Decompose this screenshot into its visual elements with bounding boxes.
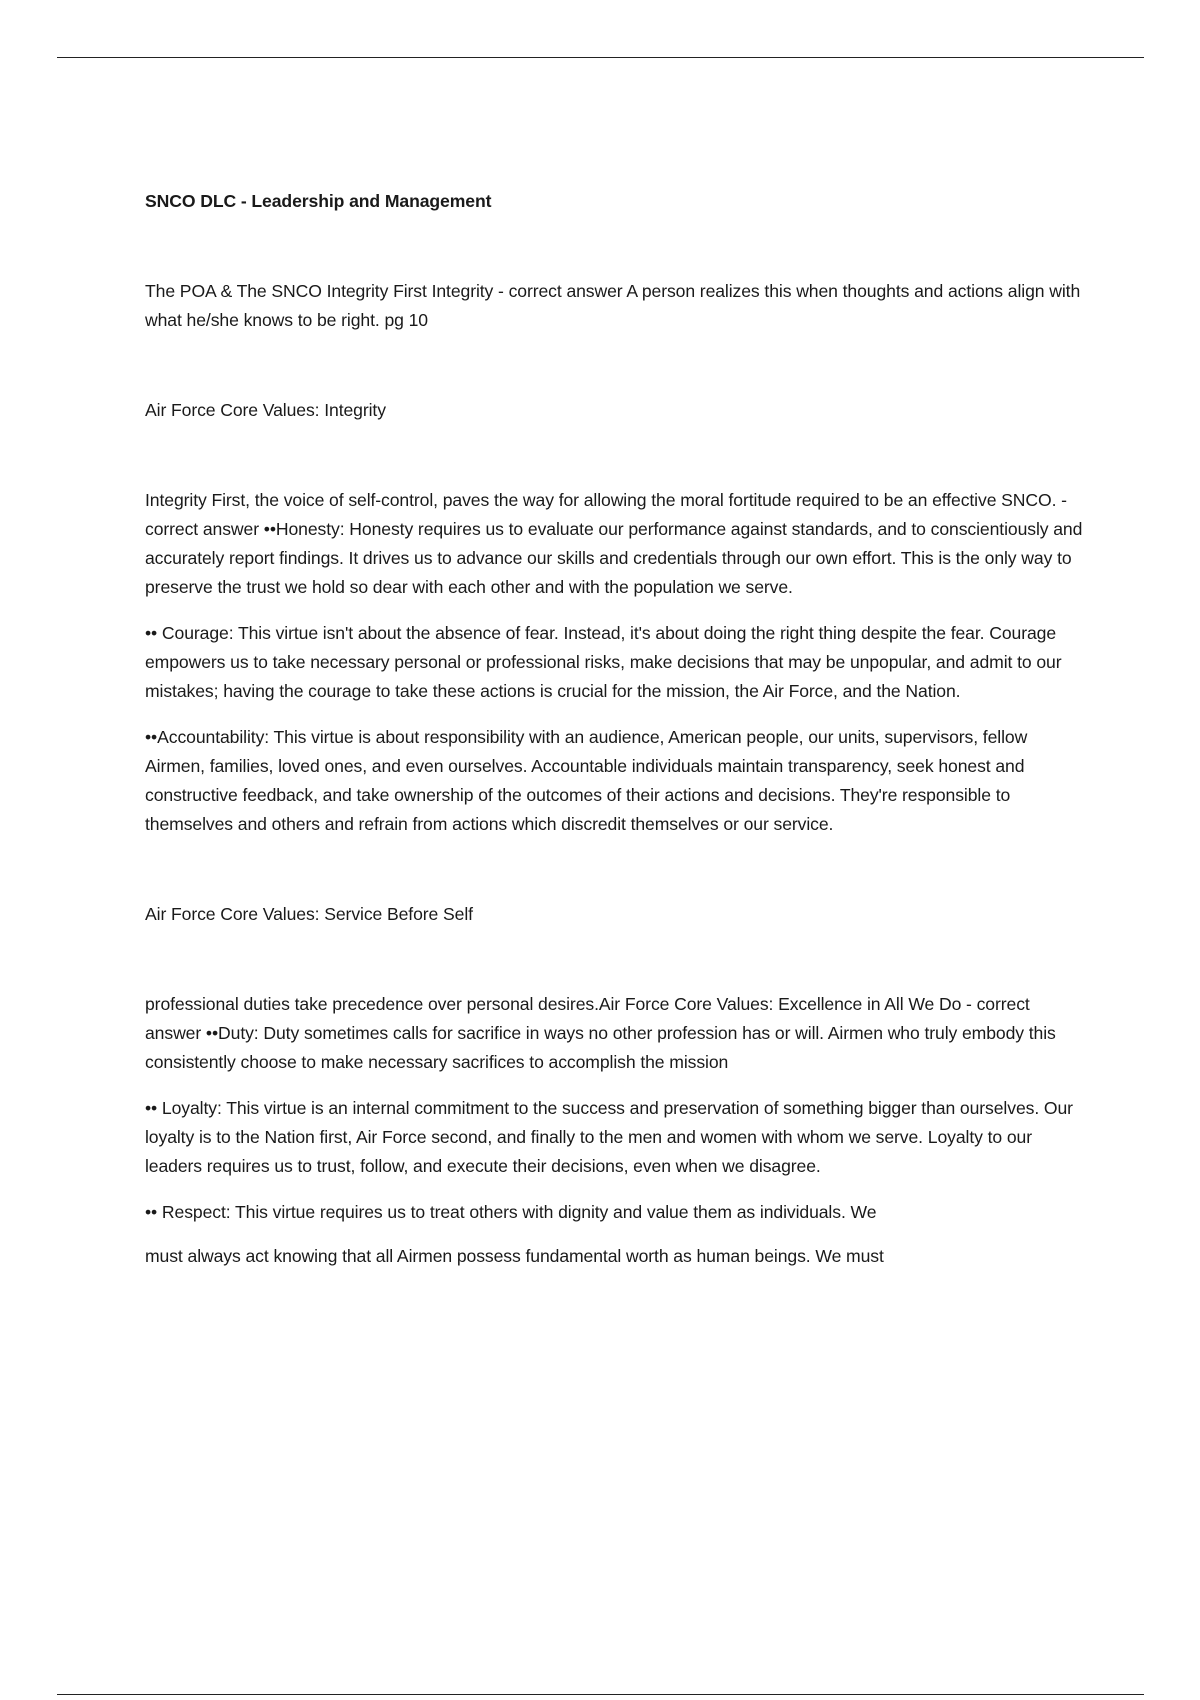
paragraph-poa-integrity: The POA & The SNCO Integrity First Integrity - correct answer A person realizes this when thoughts and actions align with what he/she knows to be right. pg 10 (145, 281, 1081, 330)
paragraph-honesty: Integrity First, the voice of self-control, paves the way for allowing the moral fortitude required to be an effective SNCO. - correct answer ••Honesty: Honesty requires us to evaluate our performance against standards, and to conscientiously and accurately report findings. It drives us to advance our skills and credentials through our own effort. This is the only way to preserve the trust we hold so dear with each other and with the population we serve. (145, 490, 1083, 597)
heading-core-values-integrity: Air Force Core Values: Integrity (145, 400, 386, 420)
document-title: SNCO DLC - Leadership and Management (145, 191, 492, 211)
paragraph-accountability: ••Accountability: This virtue is about responsibility with an audience, American people, our units, supervisors, fellow Airmen, families, loved ones, and even ourselves. Accountable individuals maintain transparency, seek honest and constructive feedback, and take ownership of the outcomes of their actions and decisions. They're responsible to themselves and others and refrain from actions which discredit themselves or our service. (145, 727, 1028, 834)
paragraph-duty: professional duties take precedence over personal desires.Air Force Core Values: Excellence in All We Do - correct answer ••Duty: Duty sometimes calls for sacrifice in ways no other profession has or will. Airmen who truly embody this consistently choose to make necessary sacrifices to accomplish the mission (145, 994, 1056, 1072)
paragraph-loyalty: •• Loyalty: This virtue is an internal commitment to the success and preservation of something bigger than ourselves. Our loyalty is to the Nation first, Air Force second, and finally to the men and women with whom we serve. Loyalty to our leaders requires us to trust, follow, and execute their decisions, even when we disagree. (145, 1098, 1073, 1176)
paragraph-courage: •• Courage: This virtue isn't about the absence of fear. Instead, it's about doing the right thing despite the fear. Courage empowers us to take necessary personal or professional risks, make decisions that may be unpopular, and admit to our mistakes; having the courage to take these actions is crucial for the mission, the Air Force, and the Nation. (145, 623, 1062, 701)
document-body (145, 190, 1090, 1271)
top-divider (57, 57, 1144, 58)
paragraph-respect: •• Respect: This virtue requires us to treat others with dignity and value them as individuals. We (145, 1202, 877, 1222)
paragraph-respect-continued: must always act knowing that all Airmen possess fundamental worth as human beings. We must (145, 1246, 884, 1266)
heading-core-values-service: Air Force Core Values: Service Before Self (145, 904, 473, 924)
bottom-divider (57, 1694, 1144, 1695)
